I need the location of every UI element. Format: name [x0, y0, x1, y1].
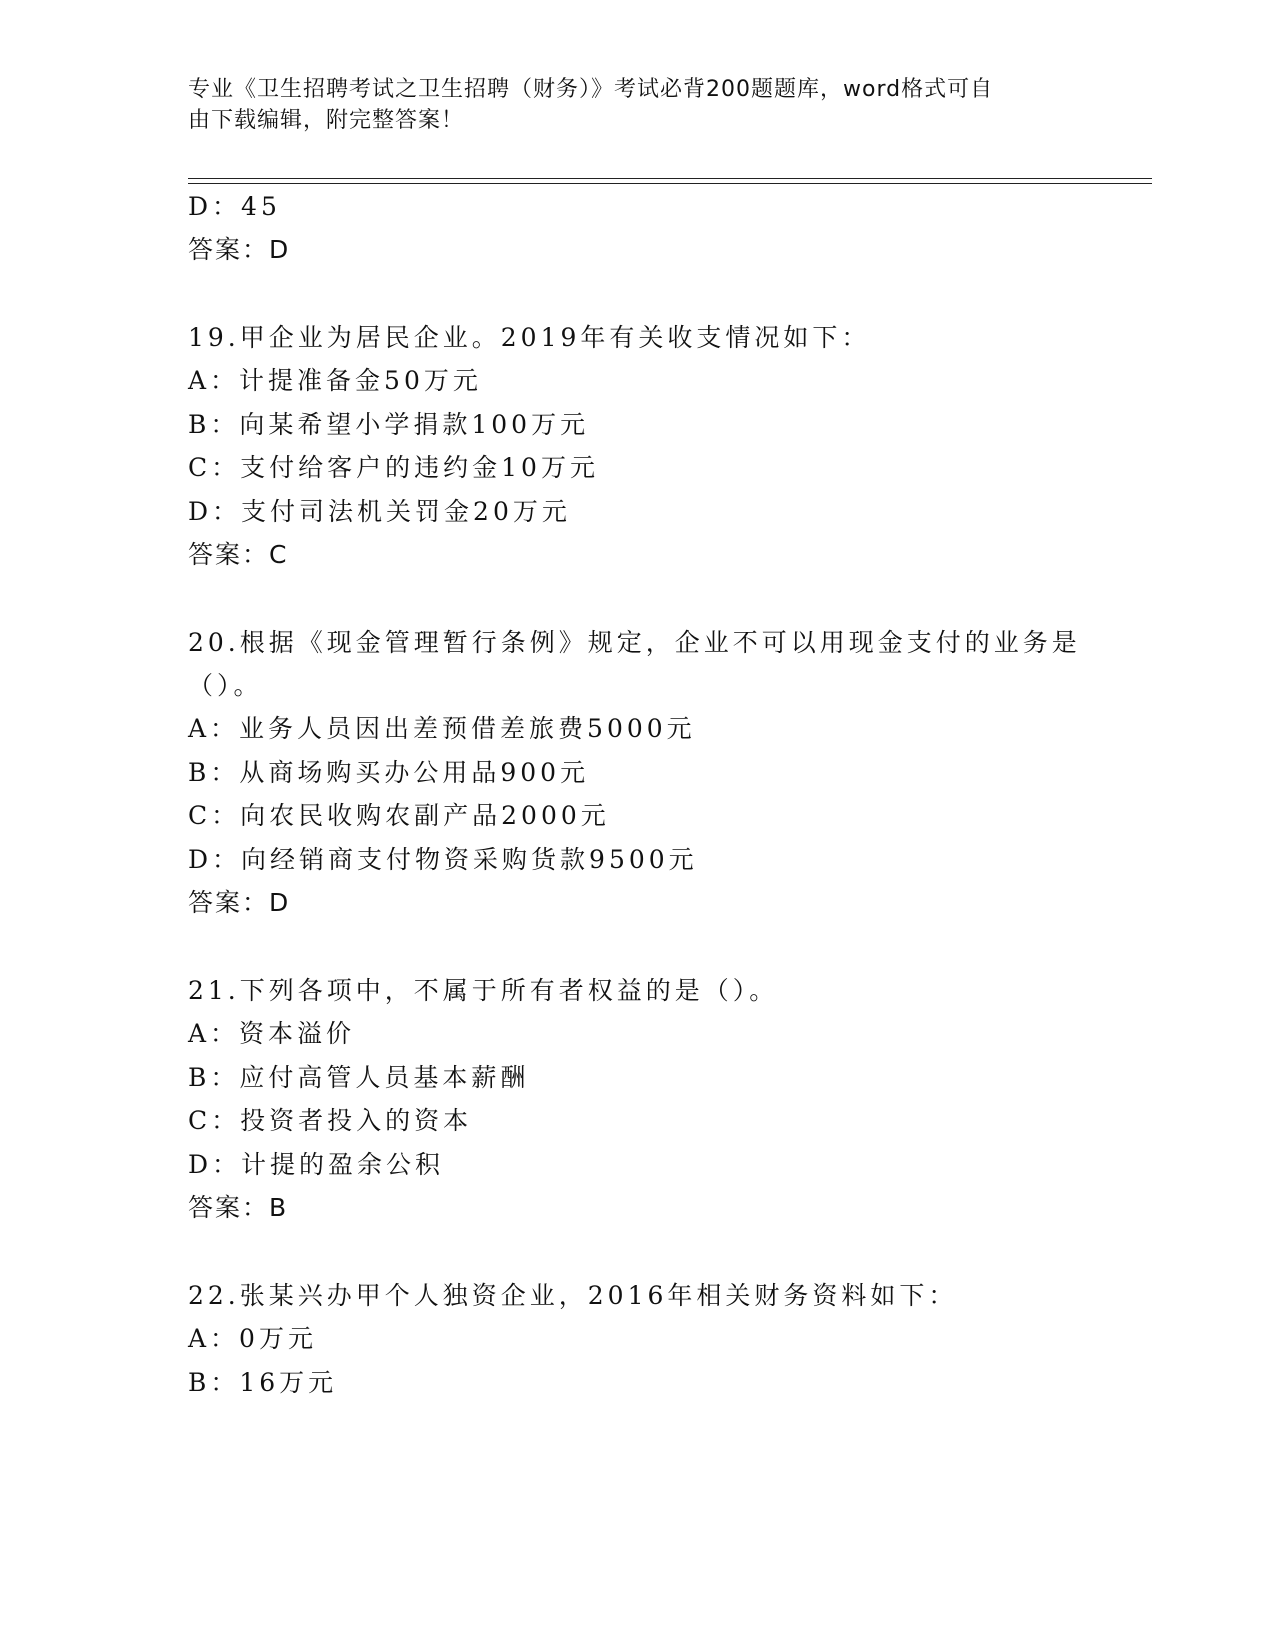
option-d: D：支付司法机关罚金20万元 — [188, 497, 571, 526]
option-b: B：从商场购买办公用品900元 — [188, 758, 590, 787]
question-stem: 19.甲企业为居民企业。2019年有关收支情况如下： — [188, 323, 871, 352]
option-d: D：计提的盈余公积 — [188, 1150, 445, 1179]
header-title-line-2: 由下载编辑，附完整答案！ — [188, 108, 465, 133]
question-stem-continuation: （）。 — [188, 671, 263, 700]
question-stem: 20.根据《现金管理暂行条例》规定，企业不可以用现金支付的业务是 — [188, 628, 1081, 657]
answer: 答案：B — [188, 1193, 289, 1222]
option-b: B：向某希望小学捐款100万元 — [188, 410, 590, 439]
option-d: D：向经销商支付物资采购货款9500元 — [188, 845, 698, 874]
option-c: C：投资者投入的资本 — [188, 1106, 473, 1135]
question-stem: 21.下列各项中，不属于所有者权益的是（）。 — [188, 976, 779, 1005]
option-a: A：0万元 — [188, 1324, 317, 1353]
option-d: D：45 — [188, 192, 281, 221]
option-a: A：计提准备金50万元 — [188, 366, 482, 395]
option-a: A：资本溢价 — [188, 1019, 356, 1048]
option-c: C：向农民收购农副产品2000元 — [188, 801, 610, 830]
answer: 答案：C — [188, 540, 289, 569]
option-b: B：16万元 — [188, 1368, 338, 1397]
document-header — [188, 74, 1068, 136]
answer: 答案：D — [188, 235, 291, 264]
option-b: B：应付高管人员基本薪酬 — [188, 1063, 530, 1092]
header-divider-bottom — [188, 183, 1152, 184]
header-divider-top — [188, 178, 1152, 179]
option-a: A：业务人员因出差预借差旅费5000元 — [188, 714, 696, 743]
question-stem: 22.张某兴办甲个人独资企业，2016年相关财务资料如下： — [188, 1281, 958, 1310]
option-c: C：支付给客户的违约金10万元 — [188, 453, 599, 482]
header-title-line-1: 专业《卫生招聘考试之卫生招聘（财务）》考试必背200题题库，word格式可自 — [188, 77, 994, 102]
answer: 答案：D — [188, 888, 291, 917]
